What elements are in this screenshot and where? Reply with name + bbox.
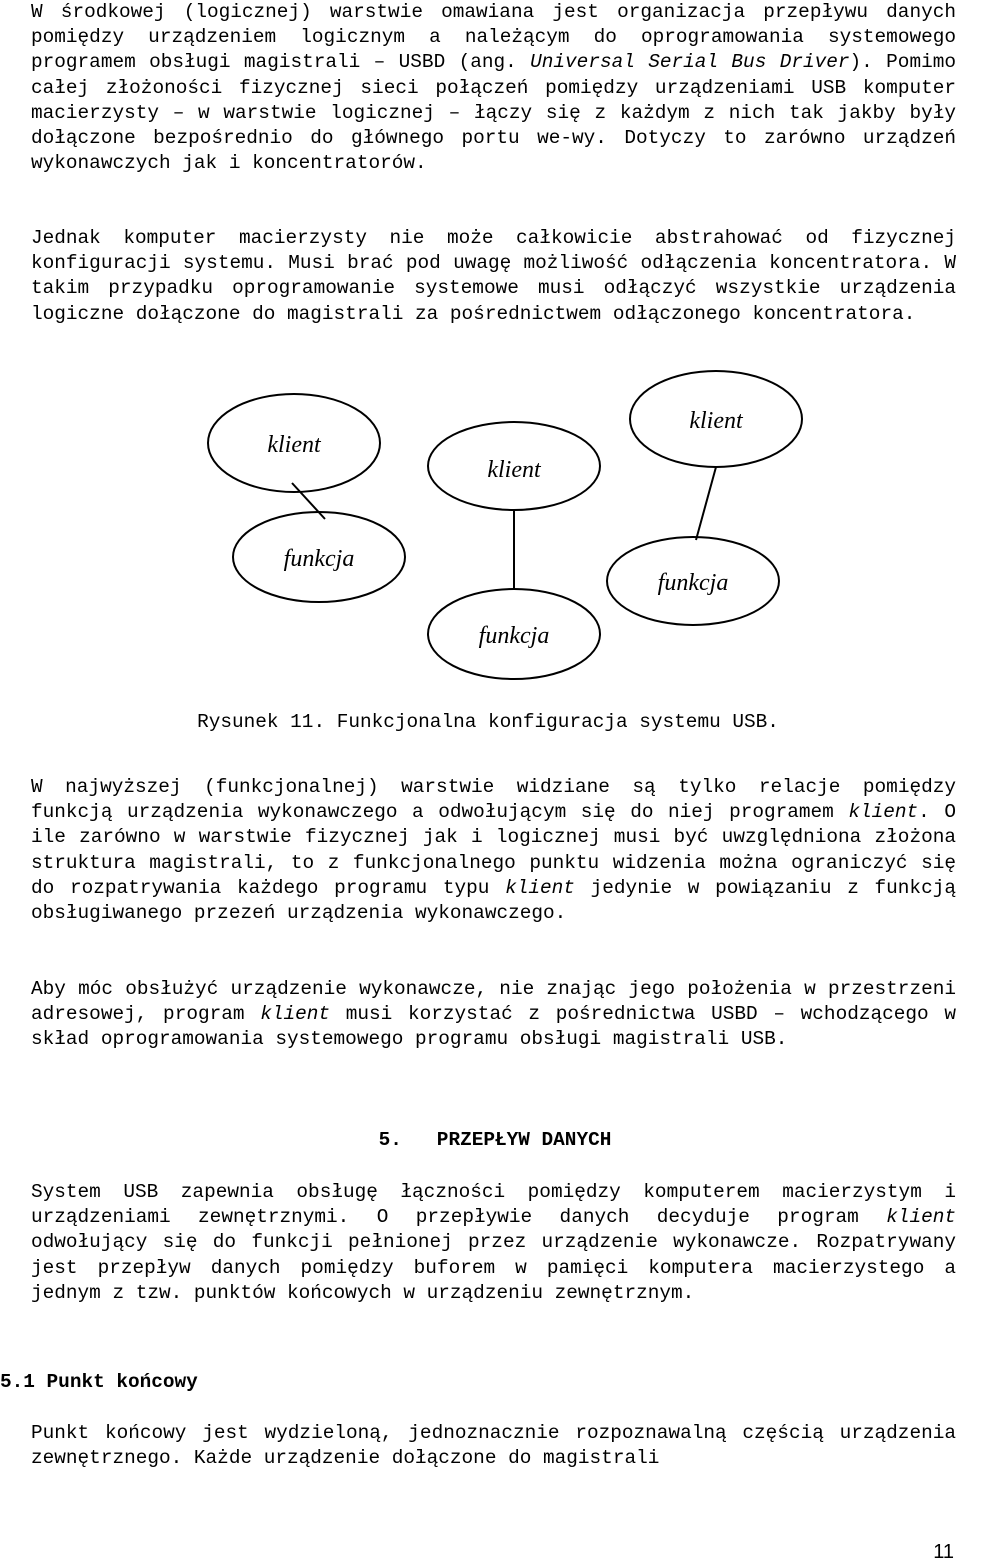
- text-run: ). Pomimo całej złożoności fizycznej sieci połączeń pomiędzy urządzeniami USB komputer macierzysty – w warstwie logicznej – łączy się z każdym z nich tak jakby były dołączone bezpośrednio do głównego portu we-wy. Dotyczy to zarówno urządzeń wykonawczych jak i koncentratorów.: [31, 51, 968, 175]
- text-run: . O ile zarówno w warstwie fizycznej jak i logicznej musi być uwzględniona złożona struktura magistrali, to z funkcjonalnego punktu widzenia można ograniczyć się do rozpatrywania każdego programu typu: [31, 801, 968, 899]
- paragraph-logical-layer: [31, 0, 968, 176]
- section-heading: 5. PRZEPŁYW DANYCH: [378, 1129, 612, 1151]
- italic-text-run: klient: [886, 1206, 956, 1229]
- italic-text-run: Universal Serial Bus Driver: [530, 51, 850, 74]
- italic-text-run: klient: [260, 1003, 331, 1026]
- function-label-1: funkcja: [283, 546, 355, 572]
- text-run: Jednak komputer macierzysty nie może całkowicie abstrahować od fizycznej konfiguracji systemu. Musi brać pod uwagę możliwość odłączenia koncentratora. W takim przypadku oprogramowanie systemowe musi odłączyć wszystkie urządzenia logiczne dołączone do magistrali za pośrednictwem odłączonego koncentratora.: [31, 227, 968, 325]
- text-run: odwołujący się do funkcji pełnionej przez urządzenie wykonawcze. Rozpatrywany jest przepływ danych pomiędzy buforem w pamięci komputera macierzystego a jednym z tzw. punktów końcowych w urządzeniu zewnętrznym.: [31, 1206, 968, 1304]
- client-label-2: klient: [487, 457, 541, 483]
- text-run: jedynie w powiązaniu z funkcją obsługiwanego przezeń urządzenia wykonawczego.: [31, 876, 968, 925]
- figure-caption: Rysunek 11. Funkcjonalna konfiguracja systemu USB.: [197, 711, 779, 733]
- italic-text-run: klient: [848, 801, 919, 824]
- text-run: Aby móc obsłużyć urządzenie wykonawcze, nie znając jego położenia w przestrzeni adresowej, program: [31, 978, 968, 1026]
- paragraph-hub-disconnection: [31, 226, 968, 327]
- text-run: Punkt końcowy jest wydzieloną, jednoznacznie rozpoznawalną częścią urządzenia zewnętrznego. Każde urządzenie dołączone do magistrali: [31, 1422, 968, 1470]
- client-label-1: klient: [267, 432, 321, 458]
- connector-line-3: [696, 467, 716, 540]
- paragraph-endpoint: [31, 1421, 968, 1471]
- text-run: musi korzystać z pośrednictwa USBD – wchodzącego w skład oprogramowania systemowego programu obsługi magistrali USB.: [31, 1003, 968, 1051]
- paragraph-data-flow: [31, 1180, 968, 1306]
- subsection-heading: 5.1 Punkt końcowy: [0, 1371, 198, 1393]
- page-number: 11: [933, 1541, 954, 1563]
- text-run: System USB zapewnia obsługę łączności pomiędzy komputerem macierzystym i urządzeniami zewnętrznymi. O przepływie danych decyduje program: [31, 1181, 968, 1229]
- function-label-3: funkcja: [657, 570, 729, 596]
- functional-configuration-diagram: [0, 380, 960, 670]
- paragraph-functional-layer: [31, 775, 968, 926]
- function-label-2: funkcja: [478, 623, 550, 649]
- text-run: W środkowej (logicznej) warstwie omawiana jest organizacja przepływu danych pomiędzy urządzeniem logicznym a należącym do oprogramowania systemowego programem obsługi magistrali – USBD (ang.: [31, 1, 968, 74]
- text-run: W najwyższej (funkcjonalnej) warstwie widziane są tylko relacje pomiędzy funkcją urządzenia wykonawczego a odwołującym się do niej programem: [31, 776, 968, 824]
- client-label-3: klient: [689, 408, 743, 434]
- paragraph-usbd-access: [31, 977, 968, 1053]
- italic-text-run: klient: [505, 876, 575, 899]
